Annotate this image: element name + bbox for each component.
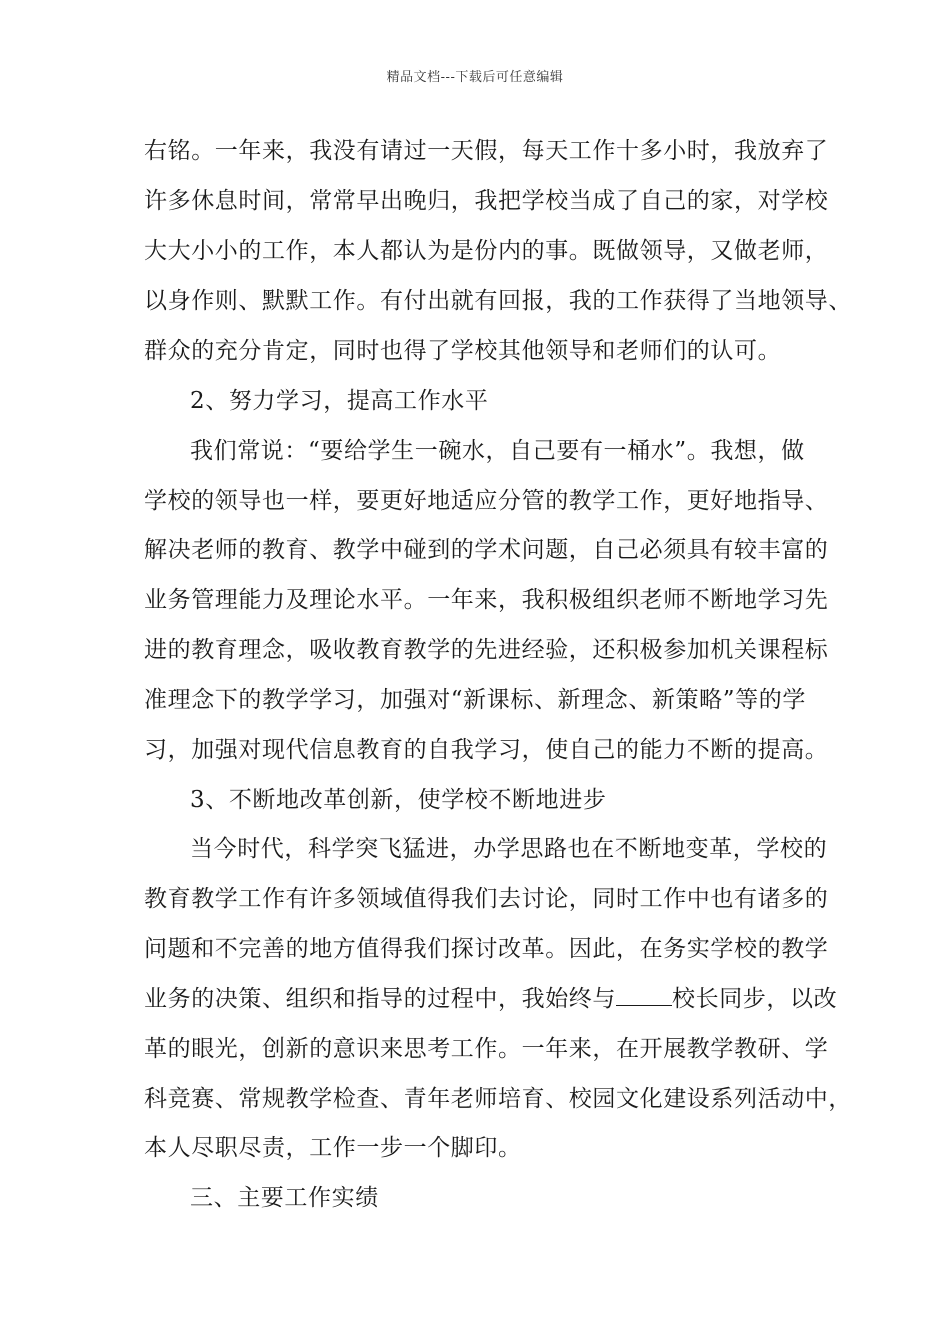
body-line: 教育教学工作有许多领域值得我们去讨论，同时工作中也有诸多的 (144, 886, 829, 912)
body-line: 大大小小的工作，本人都认为是份内的事。既做领导，又做老师， (144, 238, 829, 264)
body-line: 习，加强对现代信息教育的自我学习，使自己的能力不断的提高。 (144, 737, 829, 763)
body-line: 革的眼光，创新的意识来思考工作。一年来，在开展教学教研、学 (144, 1036, 829, 1062)
body-line: 我们常说：“要给学生一碗水，自己要有一桶水”。我想，做 (190, 438, 805, 464)
page-header: 精品文档---下载后可任意编辑 (386, 70, 564, 85)
section-heading: 2、努力学习，提高工作水平 (190, 388, 489, 414)
body-line: 科竞赛、常规教学检查、青年老师培育、校园文化建设系列活动中， (144, 1086, 852, 1112)
body-line: 准理念下的教学学习，加强对“新课标、新理念、新策略”等的学 (144, 687, 806, 713)
body-line: 本人尽职尽责，工作一步一个脚印。 (144, 1135, 522, 1161)
body-line-part: 校长同步，以改 (672, 986, 838, 1012)
section-heading: 3、不断地改革创新，使学校不断地进步 (190, 787, 607, 813)
body-line: 群众的充分肯定，同时也得了学校其他领导和老师们的认可。 (144, 338, 782, 364)
fill-in-blank (616, 985, 672, 1006)
body-line: 进的教育理念，吸收教育教学的先进经验，还积极参加机关课程标 (144, 637, 829, 663)
body-line: 解决老师的教育、教学中碰到的学术问题，自己必须具有较丰富的 (144, 537, 829, 563)
body-line: 问题和不完善的地方值得我们探讨改革。因此，在务实学校的教学 (144, 936, 829, 962)
section-heading: 三、主要工作实绩 (190, 1185, 379, 1211)
body-line: 当今时代，科学突飞猛进，办学思路也在不断地变革，学校的 (190, 836, 828, 862)
body-line: 学校的领导也一样，要更好地适应分管的教学工作，更好地指导、 (144, 488, 829, 514)
body-line-part: 业务的决策、组织和指导的过程中，我始终与 (144, 986, 616, 1012)
body-line-with-blank (144, 984, 837, 1014)
body-line: 右铭。一年来，我没有请过一天假，每天工作十多小时，我放弃了 (144, 138, 829, 164)
body-line: 业务管理能力及理论水平。一年来，我积极组织老师不断地学习先 (144, 587, 829, 613)
body-line: 以身作则、默默工作。有付出就有回报，我的工作获得了当地领导、 (144, 288, 852, 314)
body-line: 许多休息时间，常常早出晚归，我把学校当成了自己的家，对学校 (144, 188, 829, 214)
